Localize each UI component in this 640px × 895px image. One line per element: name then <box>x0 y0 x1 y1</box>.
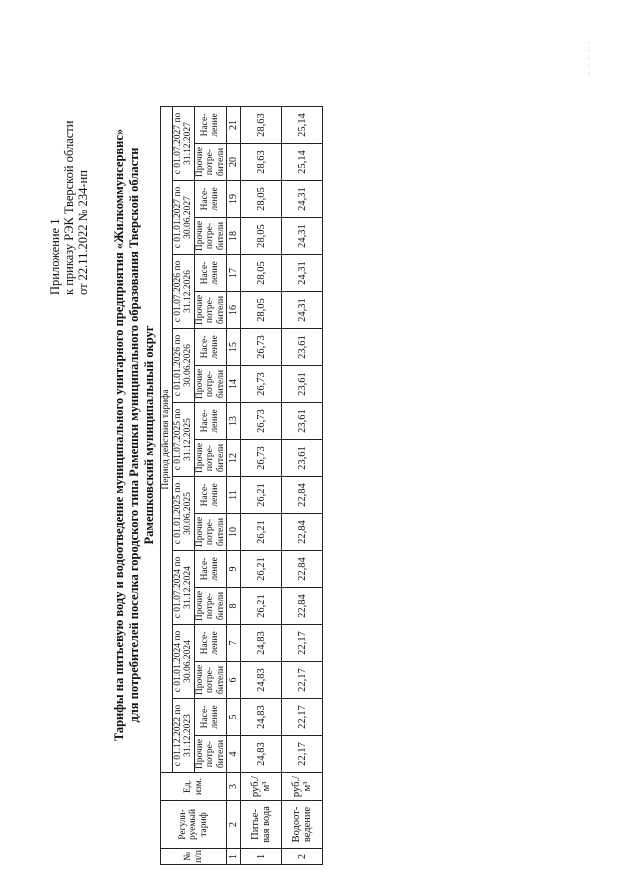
column-number: 14 <box>227 366 241 403</box>
column-number: 19 <box>227 181 241 218</box>
subheader-other-consumers: Прочие потре-бители <box>194 440 227 477</box>
tariff-value: 24,83 <box>241 662 282 699</box>
tariff-value: 22,84 <box>282 551 323 588</box>
subheader-other-consumers: Прочие потре-бители <box>194 662 227 699</box>
row-unit: руб./м³ <box>241 773 282 801</box>
tariff-value: 23,61 <box>282 329 323 366</box>
subheader-other-consumers: Прочие потре-бители <box>194 218 227 255</box>
header-tariff: Регули-руемый тариф <box>161 801 227 849</box>
column-number: 2 <box>227 801 241 849</box>
tariff-value: 25,14 <box>282 144 323 181</box>
period-header: с 01.07.2027 по 31.12.2027 <box>172 107 194 181</box>
tariff-value: 26,73 <box>241 440 282 477</box>
tariff-value: 26,21 <box>241 588 282 625</box>
subheader-population: Насе-ление <box>194 551 227 588</box>
tariff-value: 24,31 <box>282 255 323 292</box>
subheader-population: Насе-ление <box>194 477 227 514</box>
row-tariff-name: Водоот-ведение <box>282 801 323 849</box>
appendix-line-3: от 22.11.2022 № 234-нп <box>76 170 90 295</box>
tariff-value: 24,31 <box>282 218 323 255</box>
row-number: 1 <box>241 849 282 865</box>
period-header: с 01.07.2026 по 31.12.2026 <box>172 255 194 329</box>
subheader-other-consumers: Прочие потре-бители <box>194 366 227 403</box>
column-number: 13 <box>227 403 241 440</box>
period-header: с 01.07.2025 по 31.12.2025 <box>172 403 194 477</box>
subheader-other-consumers: Прочие потре-бители <box>194 514 227 551</box>
tariff-value: 24,83 <box>241 625 282 662</box>
appendix-note <box>48 55 90 295</box>
row-tariff-name: Питье-вая вода <box>241 801 282 849</box>
header-unit: Ед. изм. <box>161 773 227 801</box>
column-number: 11 <box>227 477 241 514</box>
column-number: 21 <box>227 107 241 144</box>
tariff-value: 24,83 <box>241 736 282 773</box>
row-number: 2 <box>282 849 323 865</box>
table-row <box>241 107 282 865</box>
tariff-value: 23,61 <box>282 403 323 440</box>
column-number: 18 <box>227 218 241 255</box>
tariff-value: 28,63 <box>241 107 282 144</box>
column-number: 12 <box>227 440 241 477</box>
tariff-value: 24,31 <box>282 292 323 329</box>
subheader-other-consumers: Прочие потре-бители <box>194 144 227 181</box>
tariff-value: 23,61 <box>282 440 323 477</box>
subheader-other-consumers: Прочие потре-бители <box>194 588 227 625</box>
row-unit: руб./м³ <box>282 773 323 801</box>
consumer-subheader-row <box>194 107 227 865</box>
table-row <box>282 107 323 865</box>
tariff-value: 22,17 <box>282 736 323 773</box>
column-number: 7 <box>227 625 241 662</box>
header-period: Период действия тарифа <box>161 107 173 773</box>
column-number: 17 <box>227 255 241 292</box>
tariff-value: 22,17 <box>282 699 323 736</box>
period-header: с 01.12.2022 по 31.12.2023 <box>172 699 194 773</box>
tariff-value: 22,17 <box>282 625 323 662</box>
title-line-3: Рамешковский муниципальный округ <box>142 325 156 545</box>
column-number: 16 <box>227 292 241 329</box>
column-number: 9 <box>227 551 241 588</box>
period-header: с 01.01.2026 по 30.06.2026 <box>172 329 194 403</box>
tariff-value: 26,21 <box>241 514 282 551</box>
tariff-value: 22,17 <box>282 662 323 699</box>
column-number: 5 <box>227 699 241 736</box>
tariff-table <box>160 106 323 865</box>
period-header: с 01.01.2027 по 30.06.2027 <box>172 181 194 255</box>
tariff-value: 24,31 <box>282 181 323 218</box>
tariff-value: 24,83 <box>241 699 282 736</box>
tariff-value: 22,84 <box>282 588 323 625</box>
subheader-population: Насе-ление <box>194 403 227 440</box>
scan-speckle: · · · · · <box>585 40 595 75</box>
tariff-value: 26,21 <box>241 477 282 514</box>
subheader-population: Насе-ление <box>194 329 227 366</box>
tariff-value: 22,84 <box>282 514 323 551</box>
tariff-value: 23,61 <box>282 366 323 403</box>
subheader-population: Насе-ление <box>194 625 227 662</box>
column-number: 6 <box>227 662 241 699</box>
tariff-value: 28,05 <box>241 292 282 329</box>
header-number: № п/п <box>161 849 227 865</box>
subheader-population: Насе-ление <box>194 699 227 736</box>
column-number: 10 <box>227 514 241 551</box>
subheader-population: Насе-ление <box>194 255 227 292</box>
column-number: 1 <box>227 849 241 865</box>
appendix-line-1: Приложение 1 <box>48 218 62 295</box>
column-number: 20 <box>227 144 241 181</box>
period-header: с 01.07.2024 по 31.12.2024 <box>172 551 194 625</box>
subheader-other-consumers: Прочие потре-бители <box>194 292 227 329</box>
subheader-population: Насе-ление <box>194 181 227 218</box>
tariff-value: 28,63 <box>241 144 282 181</box>
column-number: 15 <box>227 329 241 366</box>
document-title <box>112 55 157 815</box>
title-line-2: для потребителей поселка городского типа Рамешки муниципального образования Тверской области <box>127 147 141 723</box>
tariff-value: 28,05 <box>241 218 282 255</box>
subheader-population: Насе-ление <box>194 107 227 144</box>
appendix-line-2: к приказу РЭК Тверской области <box>62 120 76 295</box>
tariff-value: 25,14 <box>282 107 323 144</box>
column-number-row <box>227 107 241 865</box>
tariff-value: 26,73 <box>241 366 282 403</box>
subheader-other-consumers: Прочие потре-бители <box>194 736 227 773</box>
period-header: с 01.01.2024 по 30.06.2024 <box>172 625 194 699</box>
column-number: 3 <box>227 773 241 801</box>
tariff-value: 22,84 <box>282 477 323 514</box>
tariff-value: 28,05 <box>241 255 282 292</box>
tariff-value: 28,05 <box>241 181 282 218</box>
period-header: с 01.01.2025 по 30.06.2025 <box>172 477 194 551</box>
column-number: 4 <box>227 736 241 773</box>
tariff-value: 26,21 <box>241 551 282 588</box>
tariff-value: 26,73 <box>241 403 282 440</box>
column-number: 8 <box>227 588 241 625</box>
tariff-value: 26,73 <box>241 329 282 366</box>
title-line-1: Тарифы на питьевую воду и водоотведение муниципального унитарного предприятия «Жилкоммунсервис» <box>112 128 126 742</box>
